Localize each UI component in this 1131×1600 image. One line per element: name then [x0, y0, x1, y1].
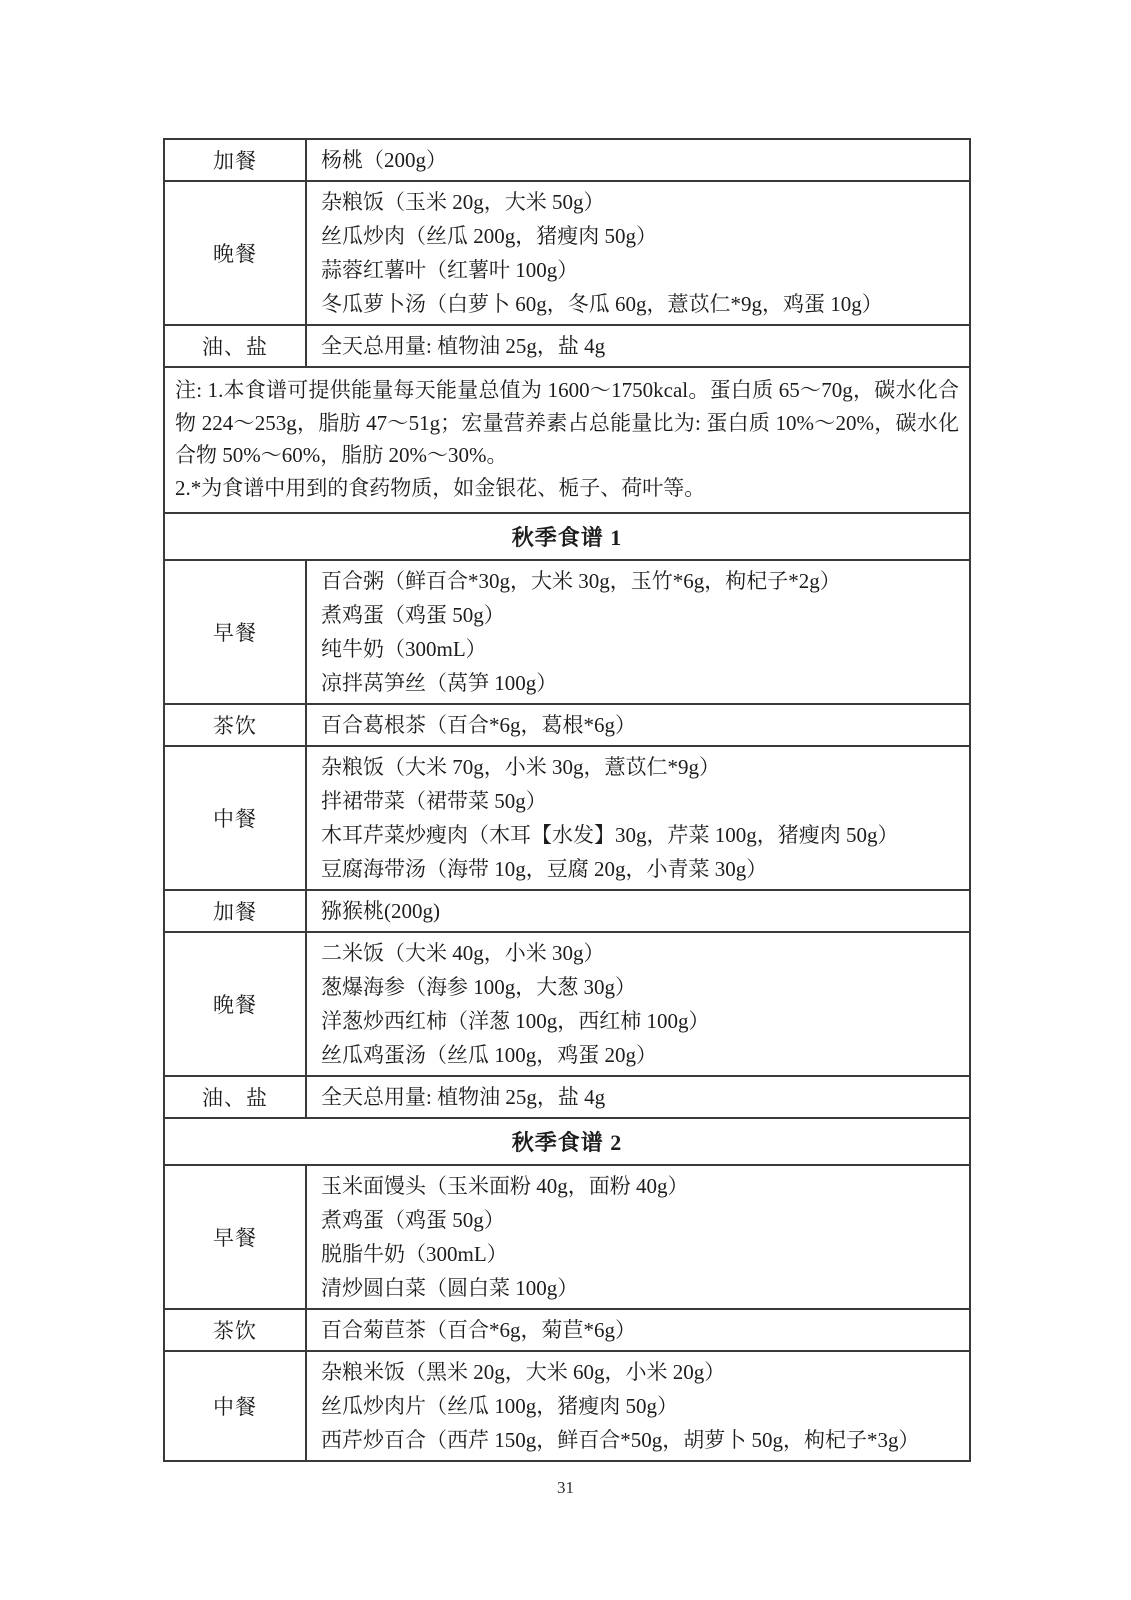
table-row [164, 932, 970, 1076]
table-row-section-header [164, 513, 970, 560]
page-number: 31 [557, 1478, 574, 1497]
meal-label: 茶饮 [164, 1309, 306, 1351]
table-row [164, 890, 970, 932]
dish-item: 杂粮饭（大米 70g，小米 30g，薏苡仁*9g） [321, 755, 720, 779]
table-row-section-header [164, 1118, 970, 1165]
dish-item: 杨桃（200g） [321, 148, 447, 172]
meal-content [306, 890, 970, 932]
dish-item: 玉米面馒头（玉米面粉 40g，面粉 40g） [321, 1174, 689, 1198]
meal-label: 加餐 [164, 890, 306, 932]
dish-item: 丝瓜炒肉（丝瓜 200g，猪瘦肉 50g） [321, 224, 657, 248]
dish-item: 二米饭（大米 40g，小米 30g） [321, 941, 605, 965]
table-row [164, 746, 970, 890]
table-row [164, 704, 970, 746]
dish-item: 木耳芹菜炒瘦肉（木耳【水发】30g，芹菜 100g，猪瘦肉 50g） [321, 823, 899, 847]
dish-item: 拌裙带菜（裙带菜 50g） [321, 789, 547, 813]
table-row [164, 1351, 970, 1461]
dish-item: 杂粮米饭（黑米 20g，大米 60g，小米 20g） [321, 1360, 726, 1384]
meal-content [306, 704, 970, 746]
meal-content [306, 1351, 970, 1461]
dish-item: 西芹炒百合（西芹 150g，鲜百合*50g，胡萝卜 50g，枸杞子*3g） [321, 1428, 920, 1452]
meal-content [306, 181, 970, 325]
dish-item: 全天总用量: 植物油 25g，盐 4g [321, 334, 606, 358]
dish-item: 丝瓜鸡蛋汤（丝瓜 100g，鸡蛋 20g） [321, 1043, 657, 1067]
dish-item: 丝瓜炒肉片（丝瓜 100g，猪瘦肉 50g） [321, 1394, 678, 1418]
meal-content [306, 1309, 970, 1351]
table-row [164, 1165, 970, 1309]
dish-item: 纯牛奶（300mL） [321, 637, 487, 661]
dish-item: 杂粮饭（玉米 20g，大米 50g） [321, 190, 605, 214]
dish-item: 冬瓜萝卜汤（白萝卜 60g，冬瓜 60g，薏苡仁*9g，鸡蛋 10g） [321, 292, 883, 316]
meal-content [306, 139, 970, 181]
section-title: 秋季食谱 1 [164, 513, 970, 560]
meal-label: 中餐 [164, 746, 306, 890]
meal-label: 茶饮 [164, 704, 306, 746]
table-row [164, 325, 970, 367]
meal-label: 油、盐 [164, 1076, 306, 1118]
note-text: 2.*为食谱中用到的食药物质，如金银花、栀子、荷叶等。 [175, 475, 706, 500]
dish-item: 脱脂牛奶（300mL） [321, 1242, 508, 1266]
dish-item: 百合葛根茶（百合*6g，葛根*6g） [321, 713, 636, 737]
dish-item: 蒜蓉红薯叶（红薯叶 100g） [321, 258, 579, 282]
dish-item: 百合粥（鲜百合*30g，大米 30g，玉竹*6g，枸杞子*2g） [321, 569, 841, 593]
meal-content [306, 1165, 970, 1309]
table-row [164, 560, 970, 704]
meal-content [306, 325, 970, 367]
dish-item: 豆腐海带汤（海带 10g，豆腐 20g，小青菜 30g） [321, 857, 768, 881]
dish-item: 清炒圆白菜（圆白菜 100g） [321, 1276, 579, 1300]
meal-plan-table [163, 138, 971, 1462]
note-text: 注: 1.本食谱可提供能量每天能量总值为 1600～1750kcal。蛋白质 65～70g，碳水化合物 224～253g，脂肪 47～51g；宏量营养素占总能量比为: 蛋白质 10%～20%，碳水化合物 50%～60%，脂肪 20%～30%。 [175, 378, 959, 467]
meal-label: 早餐 [164, 1165, 306, 1309]
note-cell [164, 367, 970, 513]
meal-label: 晚餐 [164, 181, 306, 325]
meal-label: 油、盐 [164, 325, 306, 367]
meal-content [306, 932, 970, 1076]
dish-item: 葱爆海参（海参 100g，大葱 30g） [321, 975, 636, 999]
meal-content [306, 746, 970, 890]
dish-item: 煮鸡蛋（鸡蛋 50g） [321, 1208, 505, 1232]
table-row [164, 181, 970, 325]
meal-content [306, 560, 970, 704]
meal-label: 早餐 [164, 560, 306, 704]
dish-item: 猕猴桃(200g) [321, 899, 440, 923]
dish-item: 全天总用量: 植物油 25g，盐 4g [321, 1085, 606, 1109]
table-row-note [164, 367, 970, 513]
table-row [164, 1076, 970, 1118]
table-row [164, 1309, 970, 1351]
dish-item: 百合菊苣茶（百合*6g，菊苣*6g） [321, 1318, 636, 1342]
dish-item: 凉拌莴笋丝（莴笋 100g） [321, 671, 558, 695]
dish-item: 煮鸡蛋（鸡蛋 50g） [321, 603, 505, 627]
meal-label: 晚餐 [164, 932, 306, 1076]
meal-content [306, 1076, 970, 1118]
meal-label: 中餐 [164, 1351, 306, 1461]
meal-label: 加餐 [164, 139, 306, 181]
dish-item: 洋葱炒西红柿（洋葱 100g，西红柿 100g） [321, 1009, 710, 1033]
section-title: 秋季食谱 2 [164, 1118, 970, 1165]
table-row [164, 139, 970, 181]
